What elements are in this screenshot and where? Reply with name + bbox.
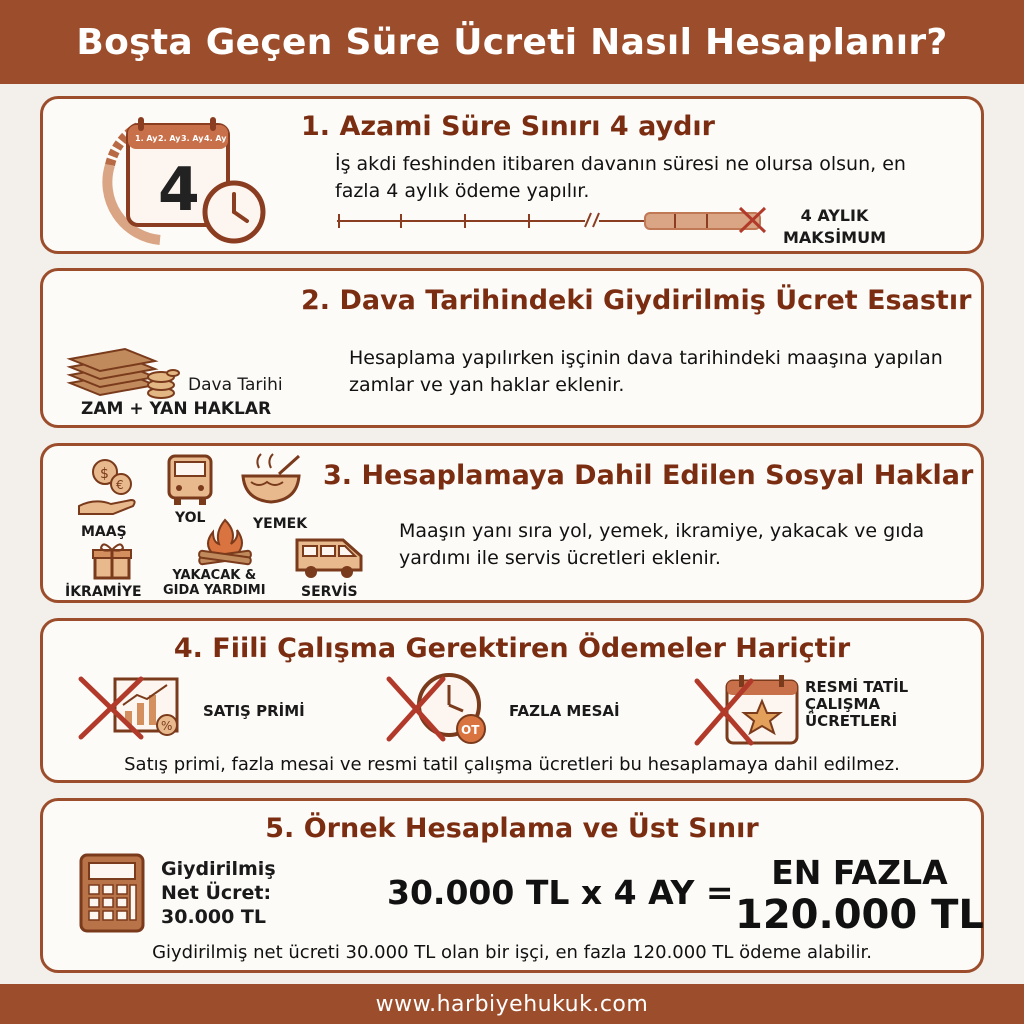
svg-text:$: $ [100, 466, 109, 482]
excluded-holiday-label-line2: ÇALIŞMA [805, 695, 881, 713]
campfire-icon [193, 516, 257, 566]
section1-title: 1. Azami Süre Sınırı 4 aydır [301, 111, 715, 142]
excluded-sales-bonus-label: SATIŞ PRİMİ [203, 702, 305, 720]
calendar-number: 4 [158, 155, 200, 225]
page-header [0, 0, 1024, 84]
money-stack-icon [65, 333, 180, 403]
svg-text:%: % [161, 719, 173, 733]
salary-hand-icon [75, 454, 145, 518]
example-result-line2: 120.000 TL [735, 892, 984, 938]
holiday-calendar-icon [693, 671, 805, 749]
calculator-icon [77, 851, 147, 935]
section1-description: İş akdi feshinden itibaren davanın süresi ne olursa olsun, en fazla 4 aylık ödeme yapılır. [335, 153, 906, 202]
item-food-label: YEMEK [253, 516, 308, 532]
food-bowl-icon [239, 452, 303, 508]
sales-chart-icon [75, 673, 185, 743]
svg-text:€: € [116, 478, 124, 492]
example-net-wage-line3: 30.000 TL [161, 906, 267, 928]
section2-label-line2: ZAM + YAN HAKLAR [81, 399, 272, 419]
section3-description: Maaşın yanı sıra yol, yemek, ikramiye, yakacak ve gıda yardımı ile servis ücretleri eklenir. [399, 520, 925, 569]
item-fuel-food-label-line2: GIDA YARDIMI [163, 583, 266, 598]
section-social-rights [40, 443, 984, 603]
item-salary-label: MAAŞ [81, 524, 127, 540]
example-net-wage-line1: Giydirilmiş [161, 858, 276, 880]
section-example-calculation [40, 798, 984, 973]
calendar-month-3: 3. Ay [181, 134, 204, 143]
example-result-line1: EN FAZLA [771, 853, 948, 892]
example-result [735, 853, 984, 937]
calendar-month-1: 1. Ay [135, 134, 158, 143]
timeline-max-label [783, 205, 886, 249]
excluded-holiday-label-line3: ÜCRETLERİ [805, 712, 898, 730]
calendar-month-4: 4. Ay [204, 134, 227, 143]
footer-website-link[interactable]: www.harbiyehukuk.com [375, 991, 649, 1017]
example-net-wage [161, 857, 276, 929]
van-icon [293, 532, 367, 580]
item-transport-label: YOL [175, 510, 206, 526]
gift-icon [91, 540, 133, 580]
clock-icon [201, 179, 267, 245]
excluded-holiday-label [805, 679, 908, 730]
timeline-icon [335, 205, 775, 235]
overtime-clock-icon [383, 671, 493, 745]
example-net-wage-line2: Net Ücret: [161, 882, 272, 904]
section5-title: 5. Örnek Hesaplama ve Üst Sınır [265, 813, 759, 844]
section5-description: Giydirilmiş net ücreti 30.000 TL olan bir işçi, en fazla 120.000 TL ödeme alabilir. [152, 942, 872, 963]
section-excluded-payments [40, 618, 984, 783]
section2-description: Hesaplama yapılırken işçinin dava tarihindeki maaşına yapılan zamlar ve yan haklar eklenir. [349, 347, 943, 396]
section3-title: 3. Hesaplamaya Dahil Edilen Sosyal Haklar [323, 460, 974, 491]
timeline-label-line2: MAKSİMUM [783, 228, 887, 247]
bus-icon [165, 452, 215, 508]
page-title: Boşta Geçen Süre Ücreti Nasıl Hesaplanır? [76, 21, 948, 63]
calendar-month-2: 2. Ay [158, 134, 181, 143]
timeline-label-line1: 4 AYLIK [800, 206, 869, 225]
section2-title: 2. Dava Tarihindeki Giydirilmiş Ücret Esastır [301, 285, 972, 316]
section4-description: Satış primi, fazla mesai ve resmi tatil çalışma ücretleri bu hesaplamaya dahil edilmez. [124, 754, 900, 775]
item-fuel-food-label-line1: YAKACAK & [172, 568, 257, 583]
overtime-badge: OT [461, 723, 480, 737]
excluded-overtime-label: FAZLA MESAİ [509, 702, 620, 720]
item-bonus-label: İKRAMİYE [65, 584, 142, 600]
excluded-holiday-label-line1: RESMİ TATİL [805, 678, 909, 696]
item-fuel-food-label [163, 568, 266, 598]
page-footer [0, 984, 1024, 1024]
section-max-duration [40, 96, 984, 254]
section2-label-line1: Dava Tarihi [188, 375, 283, 395]
section4-title: 4. Fiili Çalışma Gerektiren Ödemeler Hariçtir [173, 633, 851, 664]
example-formula: 30.000 TL x 4 AY = [387, 873, 734, 912]
section-wage-basis [40, 268, 984, 428]
item-shuttle-label: SERVİS [301, 584, 358, 600]
